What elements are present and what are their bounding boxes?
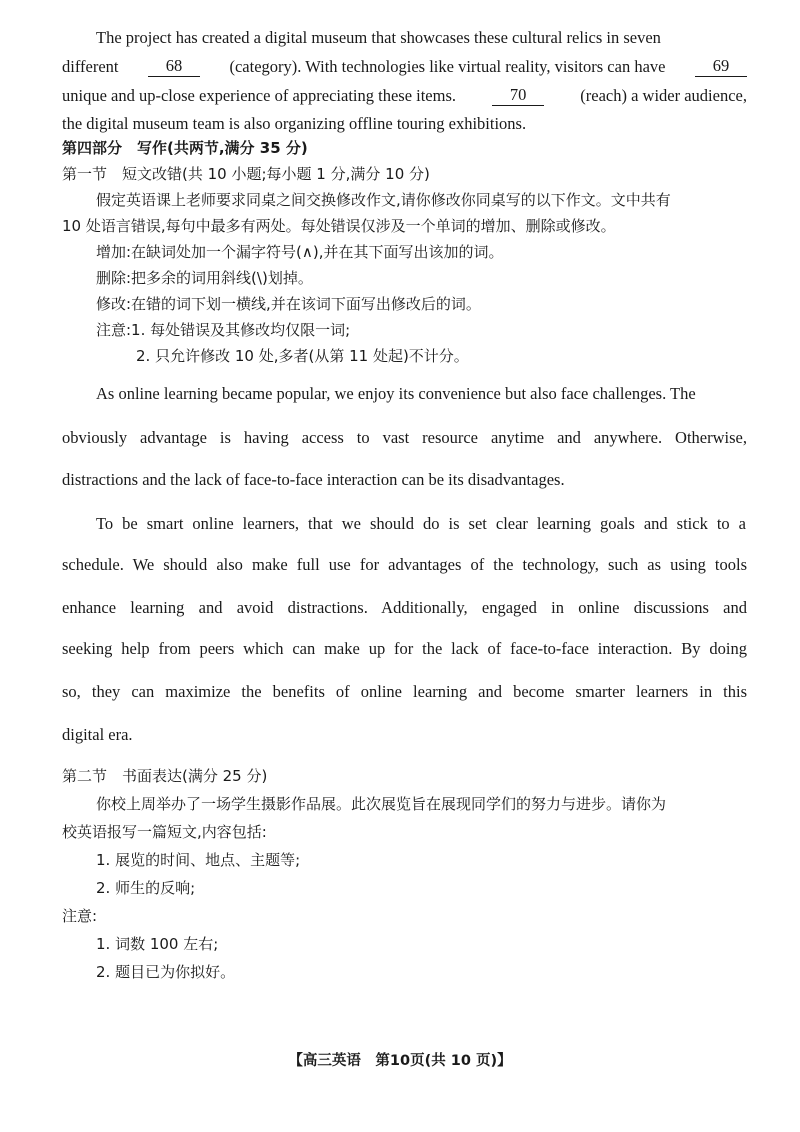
reading-line-1 — [96, 28, 746, 48]
section2-note-1: 1. 词数 100 左右; — [96, 935, 219, 953]
essay-p2-line-1: To be smart online learners, that we should do is set clear learning goals and stick to a — [96, 514, 746, 533]
reading-line-4: the digital museum team is also organizing offline touring exhibitions. — [62, 114, 527, 133]
blank-69: 69 — [695, 57, 747, 77]
section1-instruction-1: 假定英语课上老师要求同桌之间交换修改作文,请你修改你同桌写的以下作文。文中共有 — [96, 191, 671, 209]
reading-line-3-pre: unique and up-close experience of appreciating these items. — [62, 86, 457, 105]
section2-note-label: 注意: — [62, 907, 98, 925]
reading-line-2 — [62, 57, 747, 77]
blank-70: 70 — [492, 86, 544, 106]
section2-instruction-2: 校英语报写一篇短文,内容包括: — [62, 823, 267, 841]
essay-p2-line-6: digital era. — [62, 725, 133, 744]
section1-modify-rule: 修改:在错的词下划一横线,并在该词下面写出修改后的词。 — [96, 295, 481, 313]
reading-line-1-text: The project has created a digital museum that showcases these cultural relics in seven — [96, 28, 661, 47]
section1-note-1: 注意:1. 每处错误及其修改均仅限一词; — [96, 321, 351, 339]
section2-heading: 第二节 书面表达(满分 25 分) — [62, 767, 268, 785]
section2-item-1: 1. 展览的时间、地点、主题等; — [96, 851, 301, 869]
section1-note-2: 2. 只允许修改 10 处,多者(从第 11 处起)不计分。 — [136, 347, 469, 365]
part4-heading: 第四部分 写作(共两节,满分 35 分) — [62, 139, 308, 157]
essay-p1-line-2: obviously advantage is having access to vast resource anytime and anywhere. Otherwise, — [62, 428, 747, 447]
essay-p2-line-4: seeking help from peers which can make up for the lack of face-to-face interaction. By doing — [62, 639, 747, 658]
section1-instruction-2: 10 处语言错误,每句中最多有两处。每处错误仅涉及一个单词的增加、删除或修改。 — [62, 217, 616, 235]
essay-p2-line-5: so, they can maximize the benefits of online learning and become smarter learners in this — [62, 682, 747, 701]
reading-line-3-post: (reach) a wider audience, — [580, 86, 747, 105]
section1-delete-rule: 删除:把多余的词用斜线(\)划掉。 — [96, 269, 313, 287]
essay-p1-line-1-text: As online learning became popular, we enjoy its convenience but also face challenges. The — [96, 384, 696, 403]
reading-line-3 — [62, 86, 747, 106]
essay-p2-line-3: enhance learning and avoid distractions. Additionally, engaged in online discussions and — [62, 598, 747, 617]
section1-heading: 第一节 短文改错(共 10 小题;每小题 1 分,满分 10 分) — [62, 165, 430, 183]
reading-line-2-pre: different — [62, 57, 119, 76]
section2-instruction-1: 你校上周举办了一场学生摄影作品展。此次展览旨在展现同学们的努力与进步。请你为 — [96, 795, 667, 813]
blank-68: 68 — [148, 57, 200, 77]
essay-p1-line-3: distractions and the lack of face-to-face interaction can be its disadvantages. — [62, 470, 565, 489]
section2-item-2: 2. 师生的反响; — [96, 879, 196, 897]
section2-note-2: 2. 题目已为你拟好。 — [96, 963, 236, 981]
page-footer: 【高三英语 第10页(共 10 页)】 — [288, 1053, 512, 1069]
reading-line-2-mid: (category). With technologies like virtual reality, visitors can have — [229, 57, 666, 76]
section1-add-rule: 增加:在缺词处加一个漏字符号(∧),并在其下面写出该加的词。 — [96, 243, 504, 261]
essay-p1-line-1 — [96, 384, 746, 404]
essay-p2-line-2: schedule. We should also make full use for advantages of the technology, such as using tools — [62, 555, 747, 574]
